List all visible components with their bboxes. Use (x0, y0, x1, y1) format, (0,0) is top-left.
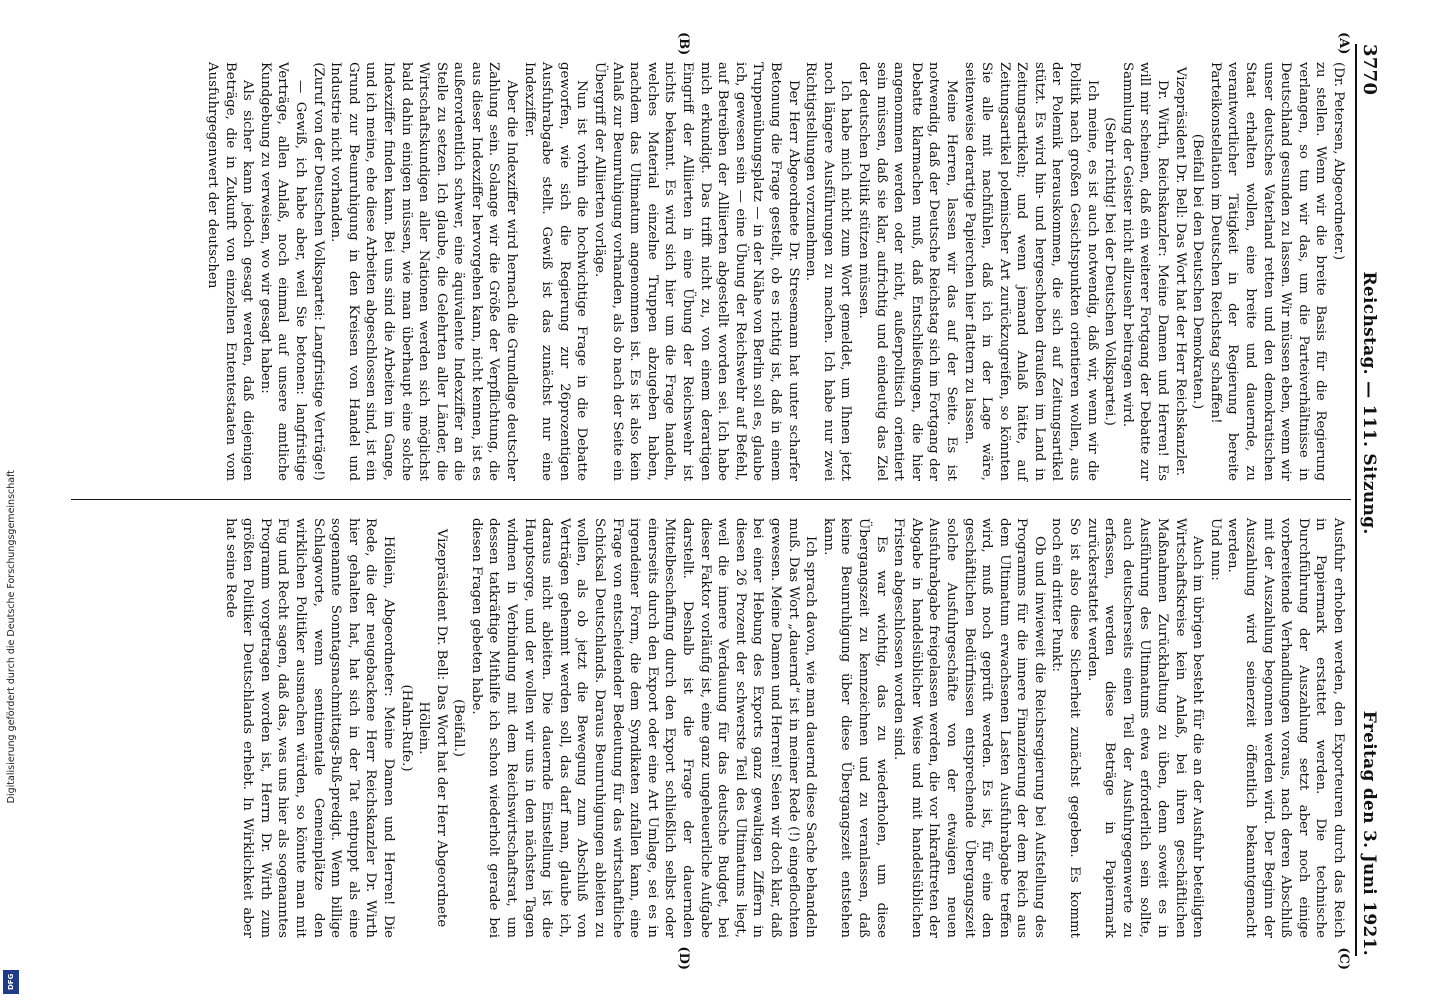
paragraph: Vizepräsident Dr. Bell: Das Wort hat der Herr Abgeordnete Höllein. (416, 528, 449, 928)
margin-marker-c: (C) (1336, 947, 1351, 970)
paragraph: Ich meine, es ist auch notwendig, daß wir, wenn wir die Politik nach großen Gesichtspunkten orientieren wollen, aus der Polemik herauskommen, die sich auf Zeitungsartikel stützt. Es wird hin- und hergeschoben draußen im Land in Zeitungsartikeln; und wenn jemand Anlaß hätte, auf Zeitungsartikel polemischer Art zurückzugreifen, so könnten Sie alle mit nachfühlen, daß ich in der Lage wäre, seitenweise derartige Papierchen hier flattern zu lassen. (961, 62, 1100, 481)
paragraph: Ausfuhr erhoben werden, den Exporteuren durch das Reich in Papiermark erstattet werden. Die technische Durchführung der Auszahlung setzt aber noch einige vorbereitende Verhandlungen voraus, nach deren Abschluß mit der Auszahlung begonnen werden wird. Der Beginn der Auszahlung wird seinerzeit öffentlich bekanntgemacht werden. (1225, 518, 1346, 938)
paragraph: (Zuruf von der Deutschen Volkspartei: Langfristige Verträge!) (310, 62, 326, 481)
paragraph: Aber die Indexziffer wird hernach die Grundlage deutscher Zahlung sein. Solange wir die Größe der Verpflichtung, die aus dieser Indexziffer hervorgehen kann, nicht kennen, ist es außerordentlich schwer, eine äquivalente Indexziffer an die Stelle zu setzen. Ich glaube, die Gelehrten aller Länder, die Wirtschaftskundigen aller Nationen werden sich möglichst bald dahin einigen müssen, wie man überhaupt eine solche Indexziffer finden kann. Bei uns sind die Arbeiten im Gange, und ich meine, ehe diese Arbeiten abgeschlossen sind, ist ein Grund zur Beunruhigung in den Kreisen von Handel und Industrie nicht vorhanden. (328, 62, 520, 481)
paragraph: Ich sprach davon, wie man dauernd diese Sache behandeln muß. Das Wort „dauernd“ ist in meiner Rede (!) eingeflochten gewesen. Meine Damen und Herren! Seien wir doch klar, daß bei einer Hebung des Exports ganz gewaltigen Ziffern in diesen 26 Prozent der schwerste Teil des Ultimatums liegt, weil die innere Verdauung für das deutsche Budget, bei dieser Faktor vorläufig ist, eine ganz ungeheuerliche Aufgabe darstellt. Deshalb ist die Frage der dauernden Mittelbeschaffung durch den Export schließlich selbst oder einerseits durch den Export oder eine Art Umlage, sei es in irgendeiner Form, die dem Syndikaten zufallen kann, eine Frage von entscheidender Bedeutung für das wirtschaftliche Schicksal Deutschlands. Daraus Beunruhigungen ableiten zu wollen, als ob jetzt die Bewegung zum Abschluß von Verträgen gehemmt werden soll, das darf man, glaube ich, daraus nicht ableiten. Die dauernde Einstellung ist die Hauptsorge, und der wollen wir uns in den nächsten Tagen widmen in Verbindung mit dem Reichswirtschaftsrat, um dessen tatkräftige Mithilfe ich schon wiederholt gerade bei diesen Fragen gebeten habe. (468, 518, 819, 938)
page-number: 3770 (1359, 44, 1380, 96)
document-page (35, 30, 1395, 970)
paragraph: Meine Herren, lassen wir das auf der Seite. Es ist notwendig, daß der Deutsche Reichstag sich im Fortgang der Debatte klarmachen muß, daß Entschließungen, die hier angenommen werden oder nicht, außerpolitisch orientiert sein müssen, daß sie klar, aufrichtig und eindeutig das Ziel der deutschen Politik stützen müssen. (855, 62, 959, 481)
text-columns (71, 32, 1351, 970)
paragraph: So ist also diese Sicherheit zunächst gegeben. Es kommt noch ein dritter Punkt: (1049, 518, 1083, 938)
session-title: Reichstag. — 111. Sitzung. (1359, 271, 1379, 535)
paragraph: (Beifall bei den Deutschen Demokraten.) (1190, 133, 1206, 410)
left-column (71, 44, 1351, 500)
paragraph: Höllein, Abgeordneter: Meine Damen und Herren! Die Rede, die der neugebackene Herr Reichskanzler Dr. Wirth hier gehalten hat, hat sich in der Tat entpuppt als eine sogenannte Sonntagsnachmittags-Buß-predigt. Wenn billige Schlagworte, wenn sentimentale Gemeinplätze den wirklichen Politiker ausmachen würden, so könnte man mit Fug und Recht sagen, daß das, was uns hier als sogenanntes Programm vorgetragen worden ist, Herrn Dr. Wirth zum größten Politiker Deutschlands erhebt. In Wirklichkeit aber hat seine Rede (222, 518, 396, 938)
paragraph: (Dr. Petersen, Abgeordneter.) (1331, 62, 1346, 261)
dfg-logo (3, 970, 19, 994)
margin-marker-a: (A) (1336, 32, 1351, 55)
session-date: Freitag den 3. Juni 1921. (1359, 710, 1379, 956)
paragraph: Dr. Wirth, Reichskanzler: Meine Damen und Herren! Es will mir scheinen, daß ein weiterer Fortgang der Debatte zur Sammlung der Geister nicht allzusehr beitragen wird. (1119, 62, 1171, 481)
paragraph: (Hahn-Rufe.) (398, 684, 414, 772)
paragraph: Ich habe mich nicht zum Wort gemeldet, um Ihnen jetzt noch längere Ausführungen zu machen. Ich habe nur zwei Richtigstellungen vorzunehmen. (803, 62, 854, 481)
paragraph: zu stellen. Wenn wir die breite Basis für die Regierung verlangen, so tun wir das, um die Parteiverhältnisse in Deutschland gesunden zu lassen. Wir müssen eben, wenn wir unser deutsches Vaterland retten und den demokratischen Staat erhalten wollen, eine breite und dauernde, zu verantwortlicher Tätigkeit in der Regierung bereite Parteikonstellation im Deutschen Reichstag schaffen! (1207, 62, 1329, 481)
rotated-page (35, 30, 1395, 970)
paragraph: (Sehr richtig! bei der Deutschen Volkspartei.) (1102, 117, 1118, 426)
paragraph: (Beifall.) (451, 699, 467, 757)
dfg-logo-text: DFG (7, 973, 15, 991)
paragraph: Der Herr Abgeordnete Dr. Stresemann hat unter scharfer Betonung die Frage gestellt, ob es richtig ist, daß in einem Truppenübungsplatz — in der Nähe von Berlin soll es, glaube ich, gewesen sein — eine Übung der Reichswehr auf Befehl, auf Betreiben der Alliierten abgestellt worden sei. Ich habe mich erkundigt. Das trifft nicht zu, von einem derartigen Eingriff der Alliierten in eine Übung der Reichswehr ist nichts bekannt. Es wird sich hier um die Frage handeln, welches Material einzelne Truppen abzugeben haben, nachdem das Ultimatum angenommen ist. Es ist also kein Anlaß zur Beunruhigung vorhanden, als ob nach der Seite ein Übergriff der Alliierten vorläge. (592, 62, 801, 481)
paragraph: Als sicher kann jedoch gesagt werden, daß diejenigen Beträge, die in Zukunft von einzelnen Ententestaaten vom Ausfuhrgegenwert der deutschen (205, 62, 256, 481)
paragraph: Es war wichtig, das zu wiederholen, um diese Übergangszeit zu kennzeichnen und zu veranlassen, daß keine Beunruhigung über diese Übergangszeit entstehen kann. (820, 518, 889, 938)
digitization-note-text: Digitalisierung gefördert durch die Deutsche Forschungsgemeinschaft (6, 470, 17, 804)
paragraph: — Gewiß, ich habe aber, weil Sie betonen: langfristige Verträge, allen Anlaß, noch einmal auf unsere amtliche Kundgebung zu verweisen, wo wir gesagt haben: (257, 62, 308, 481)
paragraph: Ob und inwieweit die Reichsregierung bei Aufstellung des Programms für die innere Finanzierung der dem Reich aus dem Ultimatum erwachsenen Lasten Ausfuhrabgabe treffen wird, muß noch geprüft werden. Es ist, für eine den geschäftlichen Bedürfnissen entsprechende Übergangszeit solche Ausfuhrgeschäfte von der etwaigen neuen Ausfuhrabgabe freigelassen werden, die vor Inkrafttreten der Abgabe in handelsüblicher Weise und mit handelsüblichen Fristen abgeschlossen worden sind. (891, 518, 1047, 938)
paragraph: Nun ist vorhin die hochwichtige Frage in die Debatte geworfen, wie sich die Regierung zur 26prozentigen Ausfuhrabgabe stellt. Gewiß ist das zunächst nur eine Indexziffer. (521, 62, 590, 481)
paragraph: Vizepräsident Dr. Bell: Das Wort hat der Herr Reichskanzler. (1172, 66, 1188, 477)
margin-marker-d: (D) (676, 946, 691, 970)
paragraph: Und nun: (1207, 518, 1223, 581)
page-header (1355, 44, 1387, 956)
digitization-note (6, 470, 18, 990)
margin-marker-b: (B) (676, 32, 691, 56)
right-column (71, 500, 1351, 956)
paragraph: Auch im übrigen besteht für die an der Ausfuhr beteiligten Wirtschaftskreise kein Anlaß, bei ihren geschäftlichen Maßnahmen Zurückhaltung zu üben, denn soweit es in Ausführung des Ultimatums etwa erforderlich sein sollte, auch deutscherseits einen Teil der Ausfuhrgegenwerte zu erfassen, werden diese Beträge in Papiermark zurückerstattet werden. (1084, 518, 1206, 938)
